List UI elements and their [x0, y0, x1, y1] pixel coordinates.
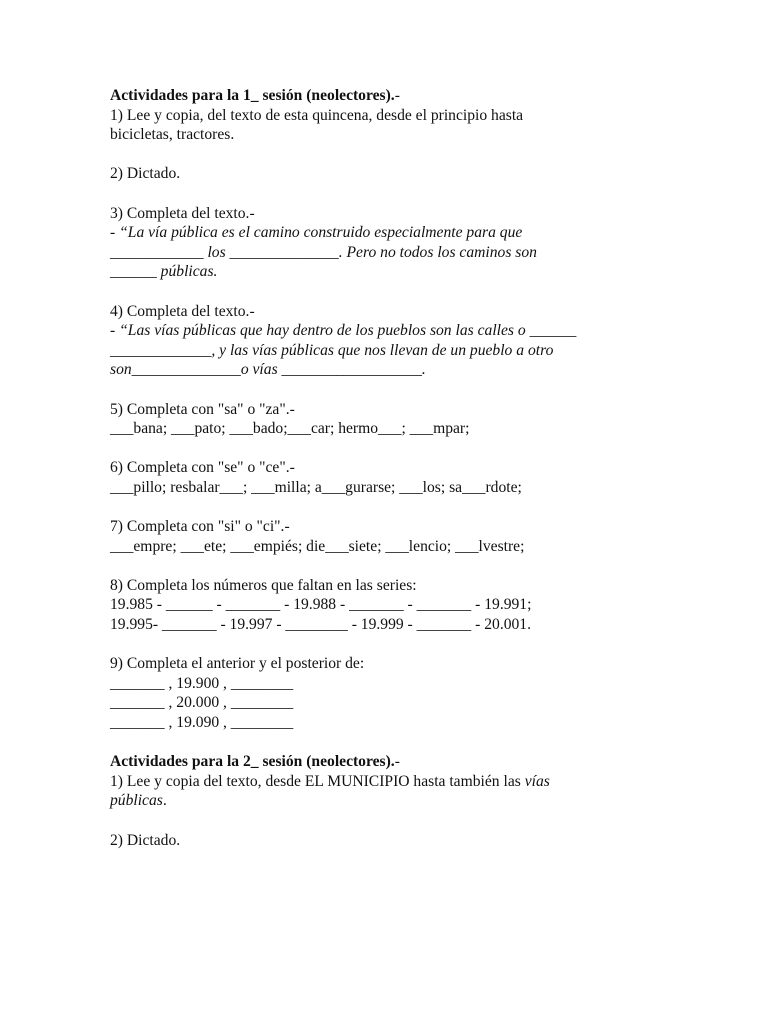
- s1-task6-line: ___pillo; resbalar___; ___milla; a___gurarse; ___los; sa___rdote;: [110, 478, 522, 496]
- s1-task8-series1: 19.985 - ______ - _______ - 19.988 - _______ - _______ - 19.991;: [110, 596, 532, 614]
- s1-task9-line2: _______ , 20.000 , ________: [110, 694, 294, 712]
- s1-task8-series2: 19.995- _______ - 19.997 - ________ - 19.999 - _______ - 20.001.: [110, 616, 532, 634]
- spacer: [110, 380, 670, 400]
- spacer: [110, 811, 670, 831]
- session1-heading-bold: Actividades para la 1_ sesión (neolectores).: [110, 87, 395, 104]
- spacer: [110, 635, 670, 655]
- s1-task4-title: 4) Completa del texto.-: [110, 302, 255, 320]
- session1-heading-tail: -: [394, 87, 400, 104]
- s1-task3-title: 3) Completa del texto.-: [110, 204, 255, 222]
- quote-text: “La vía pública es el camino construido especialmente para que: [119, 224, 523, 242]
- s1-task9-line3: _______ , 19.090 , ________: [110, 714, 294, 731]
- spacer: [110, 497, 670, 517]
- session2-heading-tail: -: [394, 753, 400, 771]
- quote-prefix: -: [110, 322, 120, 340]
- session1-heading: [110, 86, 670, 106]
- spacer: [110, 282, 670, 302]
- s2-task1-line1: [110, 772, 670, 792]
- s2-task1-tail: .: [162, 792, 167, 810]
- s1-task5-title: 5) Completa con "sa" o "za".-: [110, 400, 295, 418]
- s1-task3-line2: ____________ los ______________. Pero no todos los caminos son: [110, 243, 537, 261]
- s1-task9-title: 9) Completa el anterior y el posterior de:: [110, 655, 365, 673]
- s1-task7-line: ___empre; ___ete; ___empiés; die___siete; ___lencio; ___lvestre;: [110, 537, 525, 555]
- s1-task7-title: 7) Completa con "si" o "ci".-: [110, 518, 290, 536]
- s1-task9-line1: _______ , 19.900 , ________: [110, 674, 294, 692]
- s1-task2: 2) Dictado.: [110, 165, 181, 183]
- s1-task3-line1: [110, 223, 670, 243]
- s1-task1-line1: 1) Lee y copia, del texto de esta quincena, desde el principio hasta: [110, 106, 524, 124]
- spacer: [110, 556, 670, 576]
- s2-task1-text: 1) Lee y copia del texto, desde EL MUNICIPIO hasta también las: [110, 772, 525, 790]
- s2-task1-line2: [110, 791, 670, 811]
- s1-task8-title: 8) Completa los números que faltan en las series:: [110, 576, 417, 594]
- s1-task4-line3: son______________o vías __________________.: [110, 361, 426, 379]
- s1-task6-title: 6) Completa con "se" o "ce".-: [110, 459, 295, 477]
- spacer: [110, 439, 670, 459]
- session2-heading: [110, 752, 670, 772]
- s1-task5-line: ___bana; ___pato; ___bado;___car; hermo___; ___mpar;: [110, 420, 470, 438]
- s1-task1-line2: bicicletas, tractores.: [110, 126, 235, 144]
- s1-task3-line3: ______ públicas.: [110, 263, 218, 281]
- s2-task2: 2) Dictado.: [110, 831, 181, 849]
- s2-task1-italic: vías: [524, 772, 550, 790]
- quote-prefix: -: [110, 224, 120, 242]
- spacer: [110, 184, 670, 204]
- s1-task4-line2: _____________, y las vías públicas que nos llevan de un pueblo a otro: [110, 341, 554, 359]
- worksheet-page: [110, 86, 670, 850]
- quote-text: “Las vías públicas que hay dentro de los pueblos son las calles o ______: [119, 322, 577, 340]
- spacer: [110, 145, 670, 165]
- s2-task1-italic-2: públicas: [110, 792, 163, 810]
- spacer: [110, 733, 670, 753]
- session2-heading-bold: Actividades para la 2_ sesión (neolectores).: [110, 753, 395, 771]
- s1-task4-line1: [110, 321, 670, 341]
